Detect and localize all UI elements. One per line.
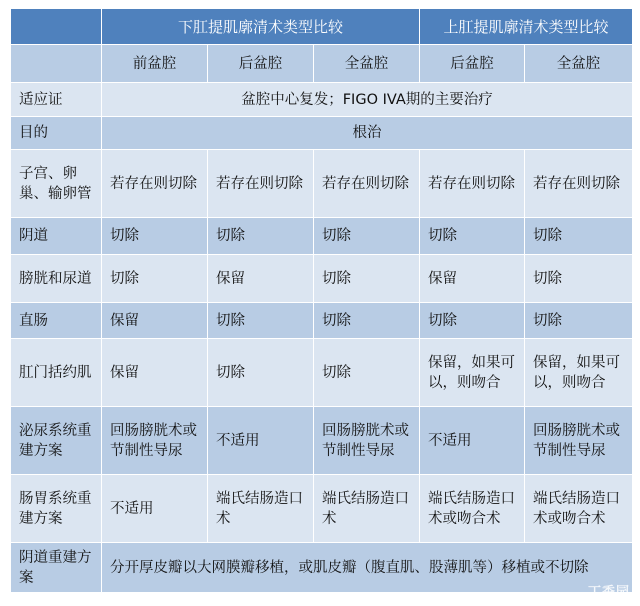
row-bladder (11, 255, 633, 303)
row-label: 肛门括约肌 (11, 339, 102, 407)
upper-levator-header: 上肛提肌廓清术类型比较 (420, 9, 633, 45)
table-cell: 切除 (102, 218, 208, 255)
row-label: 适应证 (11, 83, 102, 117)
row-uterus (11, 150, 633, 218)
table-cell: 保留，如果可以，则吻合 (420, 339, 525, 407)
subheader-total: 全盆腔 (314, 45, 420, 83)
row-label: 目的 (11, 117, 102, 150)
subheader-row (11, 45, 633, 83)
row-anal-sphincter (11, 339, 633, 407)
row-gi-reconstruction (11, 475, 633, 543)
row-label: 直肠 (11, 303, 102, 339)
table-cell: 回肠膀胱术或节制性导尿 (525, 407, 633, 475)
table-cell: 切除 (208, 218, 314, 255)
table-cell: 不适用 (102, 475, 208, 543)
table-cell: 切除 (525, 255, 633, 303)
table-cell: 端氏结肠造口术或吻合术 (420, 475, 525, 543)
subheader-posterior-upper: 后盆腔 (420, 45, 525, 83)
row-goal (11, 117, 633, 150)
table-cell: 回肠膀胱术或节制性导尿 (102, 407, 208, 475)
subheader-corner-cell (11, 45, 102, 83)
goal-value: 根治 (102, 117, 633, 150)
table-cell: 保留 (102, 303, 208, 339)
table-cell: 切除 (314, 339, 420, 407)
row-label: 肠胃系统重建方案 (11, 475, 102, 543)
table-cell: 切除 (525, 218, 633, 255)
table-cell: 不适用 (420, 407, 525, 475)
subheader-total-upper: 全盆腔 (525, 45, 633, 83)
table-cell: 若存在则切除 (314, 150, 420, 218)
vaginal-reconstruction-value: 分开厚皮瓣以大网膜瓣移植，或肌皮瓣（腹直肌、股薄肌等）移植或不切除 (102, 543, 633, 593)
table-cell: 切除 (208, 339, 314, 407)
table-cell: 切除 (314, 255, 420, 303)
pelvic-exenteration-comparison-table (10, 8, 633, 593)
header-row (11, 9, 633, 45)
table-cell: 保留，如果可以，则吻合 (525, 339, 633, 407)
indication-value: 盆腔中心复发；FIGO IVA期的主要治疗 (102, 83, 633, 117)
table-cell: 若存在则切除 (102, 150, 208, 218)
table-cell: 端氏结肠造口术 (208, 475, 314, 543)
table-cell: 切除 (314, 303, 420, 339)
row-rectum (11, 303, 633, 339)
table-cell: 不适用 (208, 407, 314, 475)
header-corner-cell (11, 9, 102, 45)
table-cell: 若存在则切除 (420, 150, 525, 218)
table-cell: 切除 (420, 303, 525, 339)
row-label: 子宫、卵巢、输卵管 (11, 150, 102, 218)
row-label: 阴道 (11, 218, 102, 255)
table-cell: 切除 (420, 218, 525, 255)
lower-levator-header: 下肛提肌廓清术类型比较 (102, 9, 420, 45)
watermark-logo: 丁香园 (587, 585, 630, 600)
table-cell: 切除 (525, 303, 633, 339)
row-vagina (11, 218, 633, 255)
table-cell: 切除 (314, 218, 420, 255)
subheader-anterior: 前盆腔 (102, 45, 208, 83)
table-cell: 回肠膀胱术或节制性导尿 (314, 407, 420, 475)
table-cell: 若存在则切除 (525, 150, 633, 218)
row-vaginal-reconstruction (11, 543, 633, 593)
row-indication (11, 83, 633, 117)
row-label: 膀胱和尿道 (11, 255, 102, 303)
table-cell: 端氏结肠造口术 (314, 475, 420, 543)
table-cell: 保留 (420, 255, 525, 303)
table-cell: 若存在则切除 (208, 150, 314, 218)
subheader-posterior: 后盆腔 (208, 45, 314, 83)
row-urinary-reconstruction (11, 407, 633, 475)
table-cell: 切除 (102, 255, 208, 303)
table-cell: 端氏结肠造口术或吻合术 (525, 475, 633, 543)
table-cell: 切除 (208, 303, 314, 339)
row-label: 泌尿系统重建方案 (11, 407, 102, 475)
row-label: 阴道重建方案 (11, 543, 102, 593)
table-cell: 保留 (208, 255, 314, 303)
table-cell: 保留 (102, 339, 208, 407)
